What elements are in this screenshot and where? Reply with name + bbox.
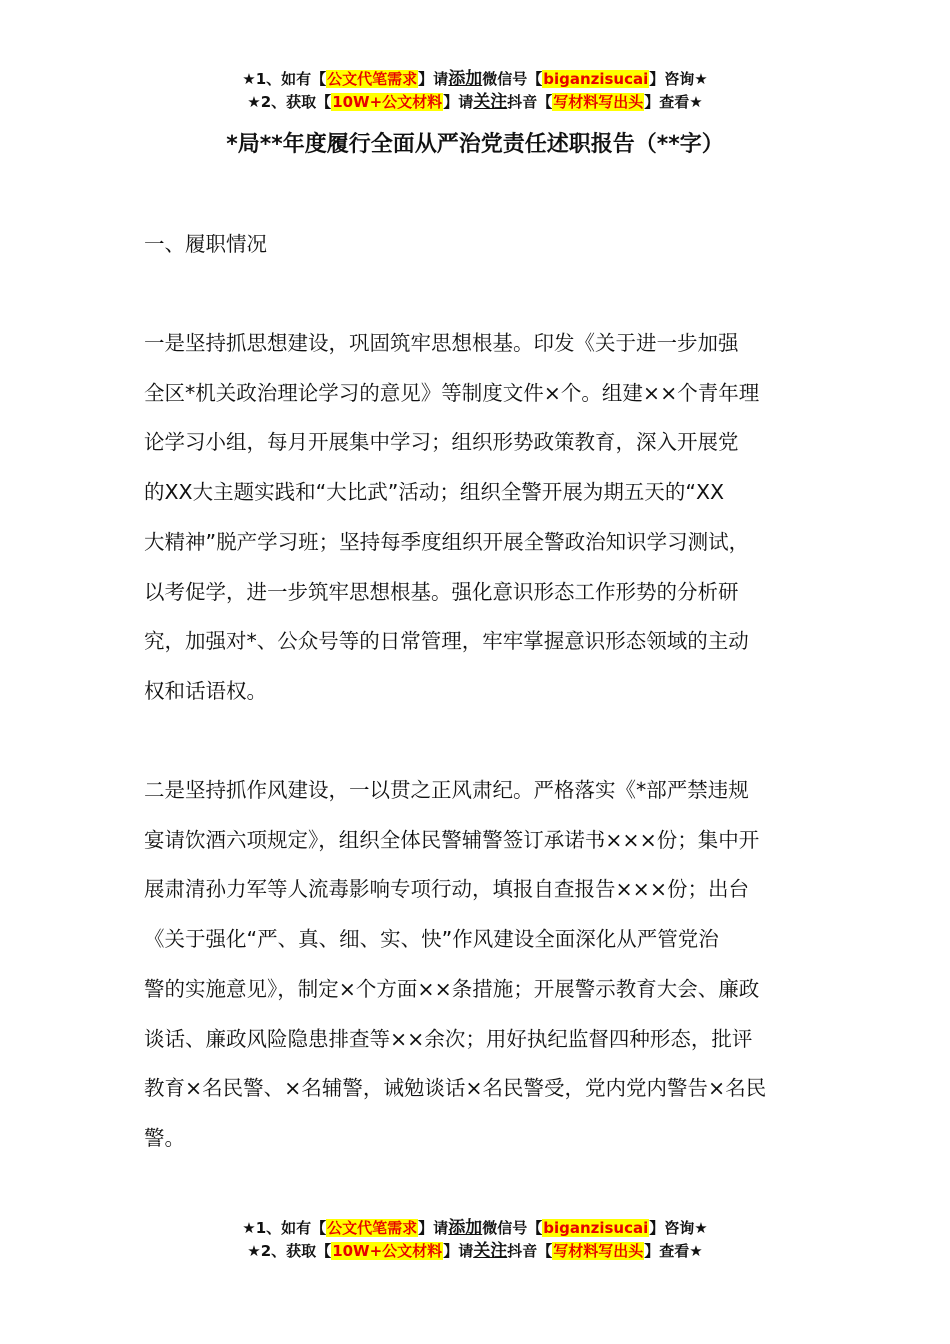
bottom-promo-banner [0, 1217, 950, 1263]
promo-emphasis: 关注 [473, 92, 508, 112]
paragraph-ideology [144, 319, 830, 717]
promo-highlight-douyin: 写材料写出头 [553, 93, 644, 111]
section-heading: 一、履职情况 [144, 232, 267, 256]
promo-text: 抖音【 [507, 1242, 553, 1260]
paragraph-line: 宴请饮酒六项规定》，组织全体民警辅警签订承诺书×××份；集中开 [144, 827, 760, 852]
promo-highlight: 10W+公文材料 [332, 1242, 443, 1260]
promo-highlight: 10W+公文材料 [332, 93, 443, 111]
paragraph-line: 警的实施意见》，制定×个方面××条措施；开展警示教育大会、廉政 [144, 976, 760, 1001]
document-title: *局**年度履行全面从严治党责任述职报告（**字） [226, 132, 724, 157]
promo-emphasis: 添加 [448, 1218, 483, 1238]
promo-line-1 [0, 68, 950, 91]
paragraph-line: 谈话、廉政风险隐患排查等××余次；用好执纪监督四种形态，批评 [144, 1026, 753, 1051]
paragraph-line: 《关于强化“严、真、细、实、快”作风建设全面深化从严管党治 [144, 927, 719, 952]
promo-text: 】查看★ [644, 1242, 703, 1260]
promo-text: 】咨询★ [649, 1219, 708, 1237]
paragraph-line: 的XX大主题实践和“大比武”活动；组织全警开展为期五天的“XX [144, 480, 725, 505]
promo-text: 】咨询★ [649, 70, 708, 88]
promo-text: 】查看★ [644, 93, 703, 111]
promo-text: 】请 [418, 70, 449, 88]
paragraph-work-style [144, 766, 830, 1164]
promo-line-2 [0, 1240, 950, 1263]
promo-text: 】请 [418, 1219, 449, 1237]
promo-highlight-wechat: biganzisucai [543, 1219, 649, 1237]
paragraph-line: 大精神”脱产学习班；坚持每季度组织开展全警政治知识学习测试， [144, 529, 750, 554]
promo-line-2 [0, 91, 950, 114]
paragraph-line: 一是坚持抓思想建设，巩固筑牢思想根基。印发《关于进一步加强 [144, 331, 739, 355]
paragraph-line: 二是坚持抓作风建设，一以贯之正风肃纪。严格落实《*部严禁违规 [144, 778, 749, 802]
promo-highlight: 公文代笔需求 [327, 1219, 418, 1237]
promo-highlight-wechat: biganzisucai [543, 70, 649, 88]
paragraph-line: 展肃清孙力军等人流毒影响专项行动，填报自查报告×××份；出台 [144, 877, 750, 902]
promo-text: 微信号【 [482, 1219, 543, 1237]
paragraph-line: 权和话语权。 [144, 678, 267, 703]
promo-text: 】请 [443, 93, 474, 111]
promo-text: 】请 [443, 1242, 474, 1260]
paragraph-line: 教育×名民警、×名辅警，诫勉谈话×名民警受，党内党内警告×名民 [144, 1076, 767, 1101]
promo-highlight-douyin: 写材料写出头 [553, 1242, 644, 1260]
promo-text: 微信号【 [482, 70, 543, 88]
paragraph-line: 究，加强对*、公众号等的日常管理，牢牢掌握意识形态领域的主动 [144, 629, 749, 654]
paragraph-line: 警。 [144, 1125, 185, 1150]
promo-text: ★1、如有【 [242, 1219, 327, 1237]
paragraph-line: 以考促学，进一步筑牢思想根基。强化意识形态工作形势的分析研 [144, 579, 739, 604]
top-promo-banner [0, 68, 950, 114]
promo-text: ★1、如有【 [242, 70, 327, 88]
promo-emphasis: 关注 [473, 1241, 508, 1261]
paragraph-line: 全区*机关政治理论学习的意见》等制度文件×个。组建××个青年理 [144, 380, 760, 405]
promo-text: ★2、获取【 [247, 93, 332, 111]
promo-highlight: 公文代笔需求 [327, 70, 418, 88]
promo-line-1 [0, 1217, 950, 1240]
promo-text: 抖音【 [507, 93, 553, 111]
promo-text: ★2、获取【 [247, 1242, 332, 1260]
promo-emphasis: 添加 [448, 69, 483, 89]
paragraph-line: 论学习小组，每月开展集中学习；组织形势政策教育，深入开展党 [144, 430, 739, 455]
